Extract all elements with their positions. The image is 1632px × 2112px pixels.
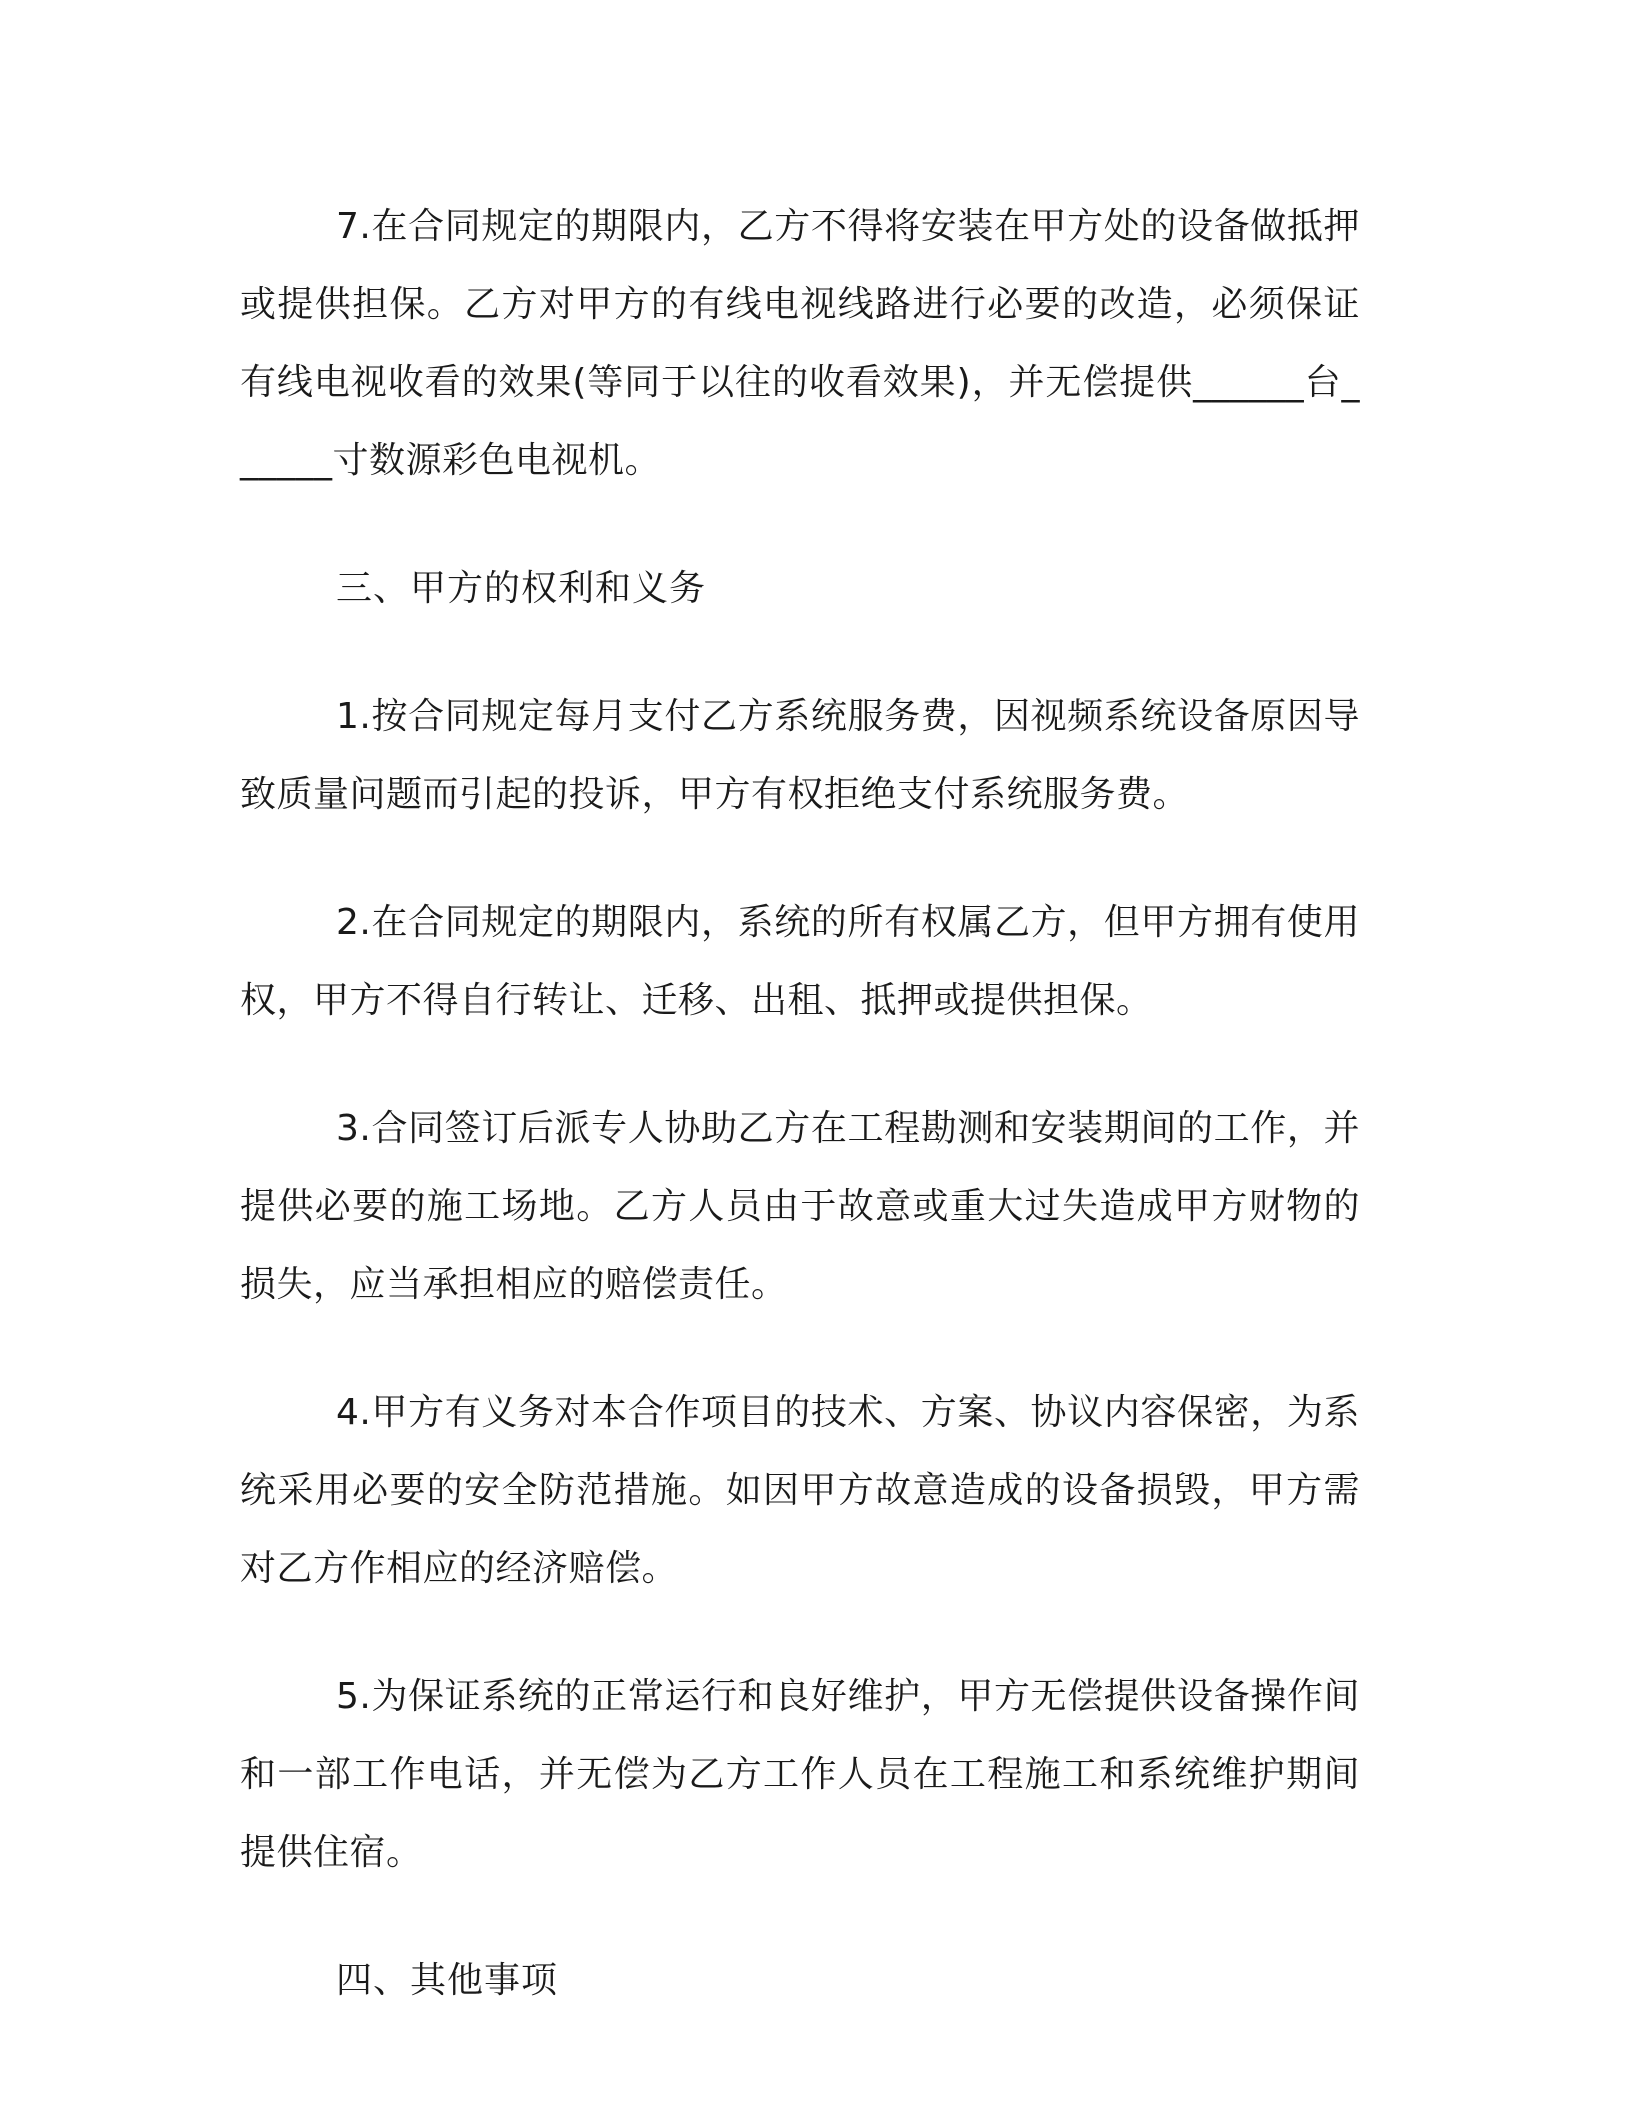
clause-7-paragraph: 7.在合同规定的期限内，乙方不得将安装在甲方处的设备做抵押或提供担保。乙方对甲方的有线电视线路进行必要的改造，必须保证有线电视收看的效果(等同于以往的收看效果)，并无偿提供______台______寸数源彩色电视机。 <box>240 206 1360 481</box>
clause-1-paragraph: 1.按合同规定每月支付乙方系统服务费，因视频系统设备原因导致质量问题而引起的投诉，甲方有权拒绝支付系统服务费。 <box>240 696 1360 815</box>
clause-2-paragraph: 2.在合同规定的期限内，系统的所有权属乙方，但甲方拥有使用权，甲方不得自行转让、迁移、出租、抵押或提供担保。 <box>240 902 1360 1021</box>
clause-4-paragraph: 4.甲方有义务对本合作项目的技术、方案、协议内容保密，为系统采用必要的安全防范措施。如因甲方故意造成的设备损毁，甲方需对乙方作相应的经济赔偿。 <box>240 1392 1360 1589</box>
document-page <box>240 188 1360 2070</box>
section-4-heading: 四、其他事项 <box>336 1960 559 2001</box>
clause-5-paragraph: 5.为保证系统的正常运行和良好维护，甲方无偿提供设备操作间和一部工作电话，并无偿为乙方工作人员在工程施工和系统维护期间提供住宿。 <box>240 1676 1360 1873</box>
section-3-heading: 三、甲方的权利和义务 <box>336 568 707 609</box>
clause-3-paragraph: 3.合同签订后派专人协助乙方在工程勘测和安装期间的工作，并提供必要的施工场地。乙方人员由于故意或重大过失造成甲方财物的损失，应当承担相应的赔偿责任。 <box>240 1108 1360 1305</box>
